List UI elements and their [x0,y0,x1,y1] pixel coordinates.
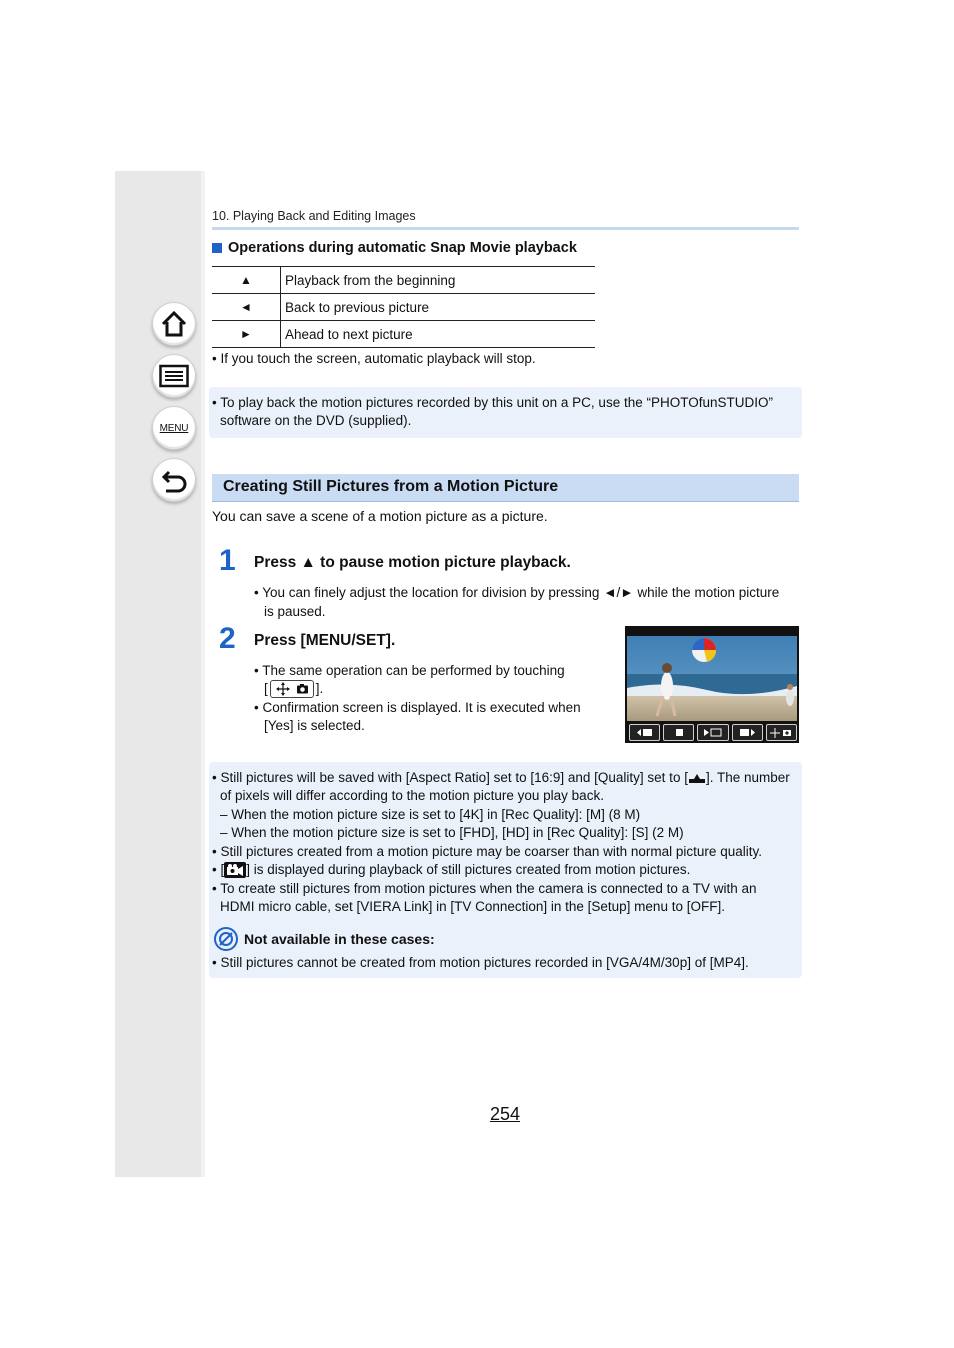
list-icon [159,364,189,388]
menu-button[interactable] [152,406,196,450]
step-number: 1 [219,544,236,577]
still-from-motion-icon [224,862,246,878]
step-number: 2 [219,622,236,655]
left-key-icon: ◄ [212,294,281,321]
quality-icon [688,772,706,784]
playback-controls [629,724,797,739]
step-bullet-text: The same operation can be performed by touching [262,663,565,678]
stop-icon [673,728,685,737]
step-title: Press ▲ to pause motion picture playback. [254,554,571,571]
create-still-button[interactable] [766,724,797,741]
table-row [212,267,595,294]
step-bullet-text: You can finely adjust the location for division by pressing ◄/► while the motion picture [262,585,780,600]
step-bullet-cont: [Yes] is selected. [264,718,365,733]
step-bullet-cont [264,680,323,699]
note-line: HDMI micro cable, set [VIERA Link] in [TV Connection] in the [Setup] menu to [OFF]. [220,899,725,914]
table-cell: Playback from the beginning [281,267,596,294]
home-button[interactable] [152,302,196,346]
not-available-title: Not available in these cases: [244,931,435,947]
section-header [212,474,799,502]
up-key-icon: ▲ [212,267,281,294]
play-pause-icon [704,728,722,737]
info-line: • To play back the motion pictures recorded by this unit on a PC, use the “PHOTOfunSTUDIO” [212,395,773,410]
play-pause-button[interactable] [697,724,728,741]
prohibited-icon [214,927,238,951]
step-bullet-cont: is paused. [264,604,326,619]
frame-back-button[interactable] [629,724,660,741]
breadcrumb: 10. Playing Back and Editing Images [212,209,416,223]
back-button[interactable] [152,458,196,502]
step-title: Press [MENU/SET]. [254,632,396,649]
square-bullet-icon [212,243,222,253]
note-text: • [ [212,862,225,877]
table-row [212,321,595,348]
note-line [212,861,690,880]
note-line: – When the motion picture size is set to [FHD], [HD] in [Rec Quality]: [S] (2 M) [220,825,684,840]
menu-icon: MENU [159,422,189,434]
playback-screen-image [625,626,799,743]
operations-heading-text: Operations during automatic Snap Movie playback [228,240,577,256]
note-text: ]. The number [705,770,790,785]
note-line [212,769,790,788]
sidebar [115,171,205,1177]
right-key-icon: ► [212,321,281,348]
note-line: • Still pictures created from a motion picture may be coarser than with normal picture quality. [212,844,762,859]
page-number: 254 [490,1104,521,1124]
create-still-touch-icon [270,680,314,698]
step-bullet-text: Confirmation screen is displayed. It is executed when [262,700,581,715]
note-text: ] is displayed during playback of still pictures created from motion pictures. [246,862,691,877]
table-cell: Back to previous picture [281,294,596,321]
note-line: – When the motion picture size is set to [4K] in [Rec Quality]: [M] (8 M) [220,807,641,822]
back-icon [160,467,188,493]
not-available-text: • Still pictures cannot be created from motion pictures recorded in [VGA/4M/30p] of [MP4]. [212,955,749,970]
step-bullet: • Confirmation screen is displayed. It is executed when [254,700,581,715]
section-title: Creating Still Pictures from a Motion Picture [223,478,559,495]
frame-forward-button[interactable] [732,724,763,741]
table-cell: Ahead to next picture [281,321,596,348]
info-line: software on the DVD (supplied). [220,413,412,428]
bracket: ]. [315,681,324,696]
note-line: of pixels will differ according to the motion picture you play back. [220,788,604,803]
operations-table [212,266,595,348]
step-bullet: • You can finely adjust the location for division by pressing ◄/► while the motion picture [254,585,780,600]
note-text: • Still pictures will be saved with [Aspect Ratio] set to [16:9] and [Quality] set to [ [212,770,688,785]
touch-note: • If you touch the screen, automatic playback will stop. [212,351,536,366]
step-bullet: • The same operation can be performed by touching [254,663,565,678]
section-intro: You can save a scene of a motion picture as a picture. [212,508,548,524]
note-line: • To create still pictures from motion pictures when the camera is connected to a TV with an [212,881,757,896]
info-box [209,387,802,438]
bracket: [ [264,681,268,696]
not-available-heading [214,927,435,951]
frame-back-icon [637,728,653,737]
home-icon [160,310,188,338]
stop-button[interactable] [663,724,694,741]
table-row [212,294,595,321]
operations-heading [212,240,577,256]
frame-forward-icon [739,728,755,737]
beach-photo [627,636,797,721]
create-still-icon [770,728,792,738]
contents-button[interactable] [152,354,196,398]
header-rule [212,227,799,230]
